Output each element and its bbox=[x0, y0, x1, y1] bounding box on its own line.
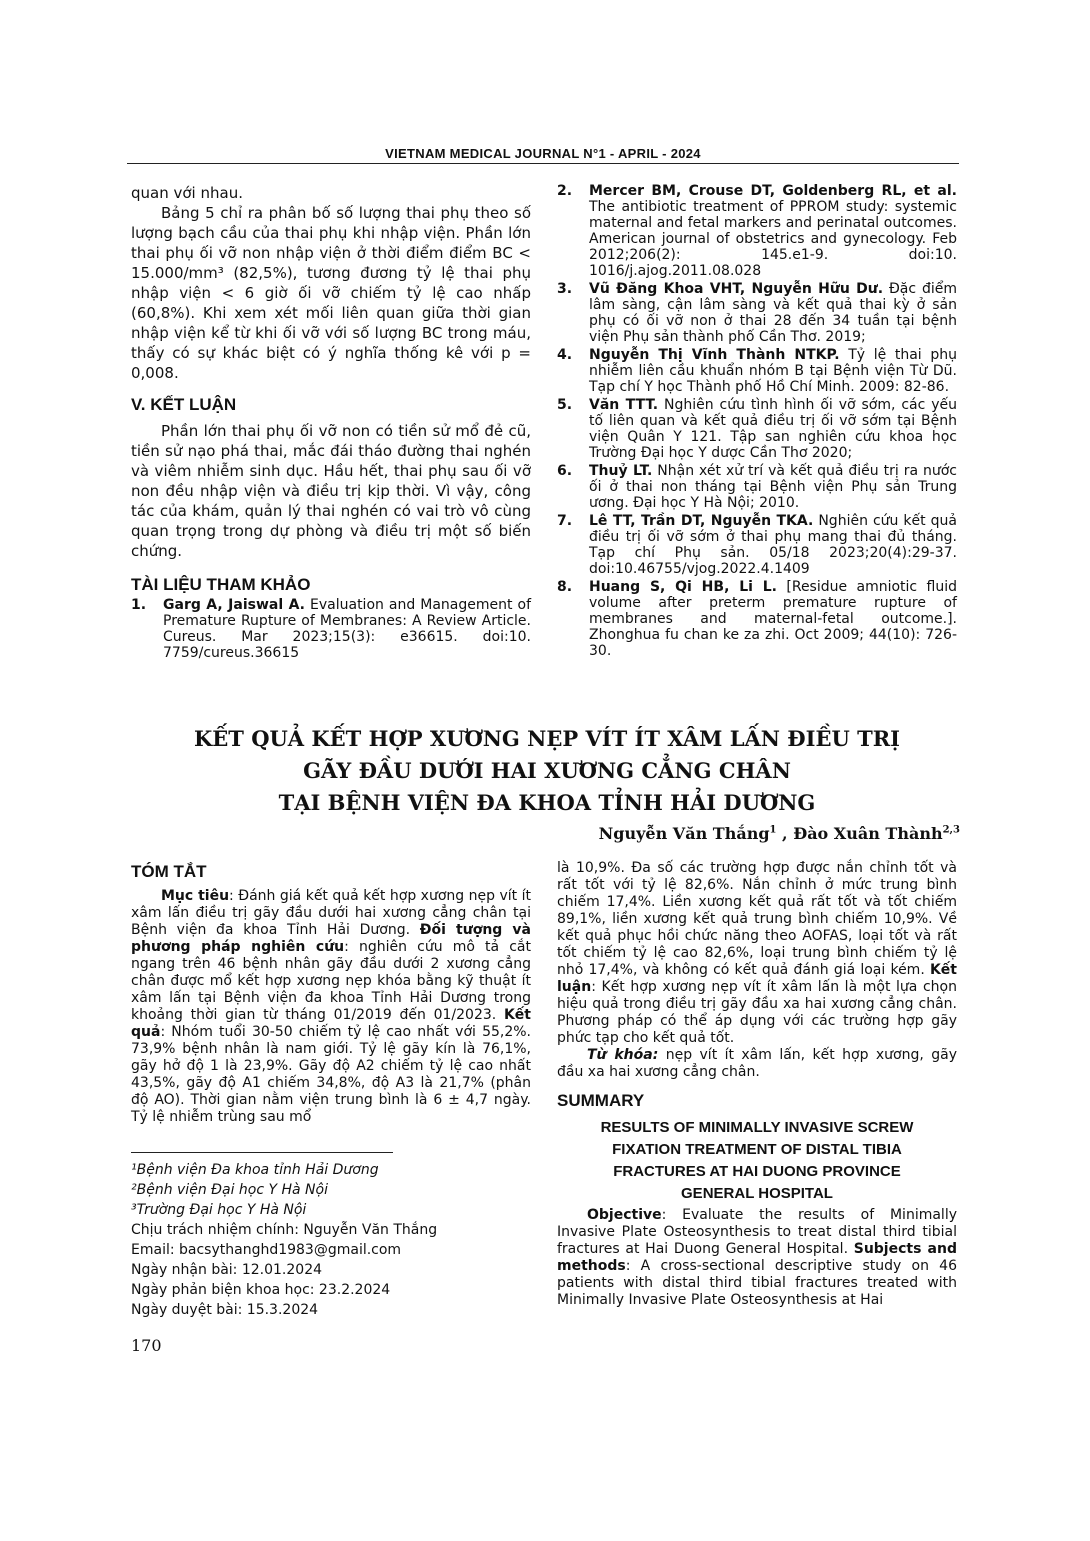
summary-heading: SUMMARY bbox=[557, 1091, 645, 1110]
summary-title bbox=[557, 1117, 957, 1205]
reference-number: 3. bbox=[557, 281, 573, 297]
author-line bbox=[480, 824, 960, 843]
reference-item bbox=[131, 597, 531, 661]
reference-text: Đặc điểm lâm sàng, cận lâm sàng và kết quả thai kỳ ở sản phụ có ối vỡ non ở thai 28 đến 34 tuần tại bệnh viện Phụ sản thành phố Cần Thơ. 2019; bbox=[589, 281, 957, 345]
abstract-left-column bbox=[131, 860, 531, 1126]
date-reviewed: Ngày phản biện khoa học: 23.2.2024 bbox=[131, 1282, 391, 1298]
summary-label: Objective bbox=[587, 1207, 662, 1223]
reference-number: 7. bbox=[557, 513, 573, 529]
footnotes bbox=[131, 1160, 531, 1320]
abstract-label: Mục tiêu bbox=[161, 888, 230, 904]
prev-article-left-column bbox=[131, 183, 531, 662]
author-affiliation-mark: 1 bbox=[769, 824, 777, 836]
summary-segment: : A cross-sectional descriptive study on 46 patients with distal third tibial fractures treated with Minimally Invasive Plate Osteosynthesis at Hai bbox=[557, 1258, 957, 1308]
author-separator: , bbox=[776, 824, 794, 843]
keywords bbox=[557, 1047, 957, 1081]
abstract-heading: TÓM TẮT bbox=[131, 862, 207, 881]
reference-text: Tỷ lệ thai phụ nhiễm liên cầu khuẩn nhóm B tại Bệnh viện Từ Dũ. Tạp chí Y học Thành phố Hồ Chí Minh. 2009: 82-86. bbox=[589, 347, 957, 395]
summary-title-line: FIXATION TREATMENT OF DISTAL TIBIA bbox=[612, 1141, 902, 1158]
reference-item bbox=[557, 513, 957, 577]
abstract-right-column bbox=[557, 860, 957, 1309]
reference-number: 1. bbox=[131, 597, 147, 613]
reference-item bbox=[557, 397, 957, 461]
title-line: GÃY ĐẦU DƯỚI HAI XƯƠNG CẲNG CHÂN bbox=[303, 758, 791, 783]
abstract-segment: là 10,9%. Đa số các trường hợp được nắn chỉnh tốt và rất tốt với tỷ lệ 82,6%. Nắn chỉnh ở mức trung bình chiếm 17,4%. Liền xương kết quả rất tốt và tốt chiếm 89,1%, liền xương kết quả trung bình chiếm 10,9%. Về kết quả phục hồi chức năng theo AOFAS, loại tốt và rất tốt chiếm tỷ lệ cao 82,6%, loại trung bình chiếm tỷ lệ nhỏ 17,4%, và không có kết quả đánh giá loại kém. bbox=[557, 860, 957, 978]
reference-authors: Garg A, Jaiswal A. bbox=[163, 597, 305, 613]
prev-article-right-column bbox=[557, 183, 957, 661]
reference-text: Nghiên cứu kết quả điều trị ối vỡ sớm ở thai phụ mang thai đủ tháng. Tạp chí Phụ sản. 05/18 2023;20(4):29-37. doi:10.46755/vjog.2022.4.1409 bbox=[589, 513, 957, 577]
date-received: Ngày nhận bài: 12.01.2024 bbox=[131, 1262, 323, 1278]
reference-authors: Nguyễn Thị Vĩnh Thành NTKP. bbox=[589, 347, 840, 363]
reference-number: 8. bbox=[557, 579, 573, 595]
abstract-segment: : nghiên cứu mô tả cắt ngang trên 46 bệnh nhân gãy đầu dưới 2 xương cẳng chân được mổ kết hợp xương nẹp khóa bằng kỹ thuật ít xâm lấn tại Bệnh viện đa khoa Tỉnh Hải Dương trong khoảng thời gian từ tháng 01/2019 đến 01/2023. bbox=[131, 939, 531, 1023]
abstract-continued bbox=[557, 860, 957, 1047]
date-accepted: Ngày duyệt bài: 15.3.2024 bbox=[131, 1302, 319, 1318]
reference-authors: Lê TT, Trần DT, Nguyễn TKA. bbox=[589, 513, 814, 529]
running-header: VIETNAM MEDICAL JOURNAL N°1 - APRIL - 2024 bbox=[385, 146, 701, 161]
conclusion-text: Phần lớn thai phụ ối vỡ non có tiền sử mổ đẻ cũ, tiền sử nạo phá thai, mắc đái tháo đường thai nghén và viêm nhiễm sinh dục. Hầu hết, thai phụ sau ối vỡ non đều nhập viện và điều trị kịp thời. Vì vậy, công tác của khám, quản lý thai nghén có vai trò vô cùng quan trọng trong dự phòng và điều trị một số biến chứng. bbox=[131, 422, 531, 560]
contact-email: Email: bacsythanghd1983@gmail.com bbox=[131, 1242, 402, 1258]
reference-text: Nghiên cứu tình hình ối vỡ sớm, các yếu tố liên quan và kết quả điều trị ối vỡ sớm tại Bệnh viện Quân Y 121. Tập san nghiên cứu khoa học Trường Đại học Y dược Cần Thơ 2020; bbox=[589, 397, 957, 461]
responsible-author: Chịu trách nhiệm chính: Nguyễn Văn Thắng bbox=[131, 1222, 438, 1238]
affiliation-1: ¹Bệnh viện Đa khoa tỉnh Hải Dương bbox=[131, 1162, 379, 1178]
abstract-label: Kết luận bbox=[557, 962, 957, 995]
summary-title-line: RESULTS OF MINIMALLY INVASIVE SCREW bbox=[600, 1119, 914, 1136]
reference-number: 6. bbox=[557, 463, 573, 479]
reference-item bbox=[557, 463, 957, 511]
reference-text: The antibiotic treatment of PPROM study: systemic maternal and fetal markers and perinatal outcomes. American journal of obstetrics and gynecology. Feb 2012;206(2): 145.e1-9. doi:10. 1016/j.ajog.2011.08.028 bbox=[589, 199, 957, 279]
conclusion-heading: V. KẾT LUẬN bbox=[131, 395, 237, 414]
reference-number: 2. bbox=[557, 183, 573, 199]
reference-authors: Huang S, Qi HB, Li L. bbox=[589, 579, 777, 595]
author-name: Nguyễn Văn Thắng bbox=[598, 824, 770, 843]
abstract-segment: : Nhóm tuổi 30-50 chiếm tỷ lệ cao nhất với 55,2%. 73,9% bệnh nhân là nam giới. Tỷ lệ gãy kín là 76,1%, gãy hở độ 1 là 23,9%. Gãy độ A2 chiếm tỷ lệ cao nhất 43,5%, gãy độ A1 chiếm 34,8%, độ A3 là 21,7% (phân độ AO). Thời gian nằm viện trung bình là 6 ± 4,7 ngày. Tỷ lệ nhiễm trùng sau mổ bbox=[131, 1024, 531, 1125]
abstract-label: Kết quả bbox=[131, 1007, 531, 1040]
reference-text: Evaluation and Management of Premature Rupture of Membranes: A Review Article. Cureus. Mar 2023;15(3): e36615. doi:10. 7759/cureus.36615 bbox=[163, 597, 532, 661]
abstract-label: Đối tượng và phương pháp nghiên cứu bbox=[131, 922, 532, 955]
author-affiliation-mark: 2,3 bbox=[942, 824, 960, 836]
abstract-segment: : Đánh giá kết quả kết hợp xương nẹp vít ít xâm lấn điều trị gãy đầu dưới hai xương cẳng chân tại Bệnh viện đa khoa Tỉnh Hải Dương. bbox=[131, 888, 531, 938]
prev-para-1: quan với nhau. bbox=[131, 184, 243, 202]
reference-number: 4. bbox=[557, 347, 573, 363]
author-name: Đào Xuân Thành bbox=[793, 824, 943, 843]
title-line: KẾT QUẢ KẾT HỢP XƯƠNG NẸP VÍT ÍT XÂM LẤN ĐIỀU TRỊ bbox=[194, 726, 900, 751]
affiliation-3: ³Trường Đại học Y Hà Nội bbox=[131, 1202, 307, 1218]
reference-item bbox=[557, 347, 957, 395]
summary-text bbox=[557, 1207, 957, 1309]
reference-text: [Residue amniotic fluid volume after preterm premature rupture of membranes and maternal-fetal outcome.]. Zhonghua fu chan ke za zhi. Oct 2009; 44(10): 726-30. bbox=[589, 579, 957, 659]
header-rule bbox=[127, 163, 959, 164]
reference-authors: Văn TTT. bbox=[589, 397, 659, 413]
page-number: 170 bbox=[131, 1336, 162, 1355]
affiliation-2: ²Bệnh viện Đại học Y Hà Nội bbox=[131, 1182, 328, 1198]
abstract-segment: : Kết hợp xương nẹp vít ít xâm lấn là một lựa chọn hiệu quả trong điều trị gãy đầu xa hai xương cẳng chân. Phương pháp có thể áp dụng với các trường hợp gãy phức tạp cho kết quả tốt. bbox=[557, 979, 957, 1046]
summary-title-line: FRACTURES AT HAI DUONG PROVINCE bbox=[613, 1163, 901, 1180]
keywords-label: Từ khóa: bbox=[587, 1047, 659, 1063]
summary-title-line: GENERAL HOSPITAL bbox=[681, 1185, 833, 1202]
reference-authors: Thuỷ LT. bbox=[589, 463, 653, 479]
reference-item bbox=[557, 281, 957, 345]
prev-para-2: Bảng 5 chỉ ra phân bố số lượng thai phụ theo số lượng bạch cầu của thai phụ khi nhập viện. Phần lớn thai phụ ối vỡ non nhập viện ở thời điểm điểm BC < 15.000/mm³ (82,5%), tương đương tỷ lệ thai phụ nhập viện < 6 giờ ối vỡ chiếm tỷ lệ cao nhấp (60,8%). Khi xem xét mối liên quan giữa thời gian nhập viện kể từ khi ối vỡ với số lượng BC trong máu, thấy có sự khác biệt có ý nghĩa thống kê với p = 0,008. bbox=[131, 204, 531, 382]
reference-text: Nhận xét xử trí và kết quả điều trị ra nước ối ở thai non tháng tại Bệnh viện Phụ sản Trung ương. Đại học Y Hà Nội; 2010. bbox=[589, 463, 957, 511]
title-line: TẠI BỆNH VIỆN ĐA KHOA TỈNH HẢI DƯƠNG bbox=[278, 790, 816, 815]
reference-authors: Vũ Đăng Khoa VHT, Nguyễn Hữu Dư. bbox=[589, 281, 884, 297]
keywords-text: nẹp vít ít xâm lấn, kết hợp xương, gãy đầu xa hai xương cẳng chân. bbox=[557, 1047, 957, 1080]
reference-authors: Mercer BM, Crouse DT, Goldenberg RL, et al. bbox=[589, 183, 957, 199]
reference-number: 5. bbox=[557, 397, 573, 413]
reference-item bbox=[557, 579, 957, 659]
summary-segment: : Evaluate the results of Minimally Invasive Plate Osteosynthesis to treat distal third tibial fractures at Hai Duong General Hospital. bbox=[557, 1207, 957, 1257]
references-heading: TÀI LIỆU THAM KHẢO bbox=[131, 575, 311, 594]
summary-label: Subjects and methods bbox=[557, 1241, 957, 1274]
reference-item bbox=[557, 183, 957, 279]
article-title bbox=[127, 723, 967, 819]
abstract-text bbox=[131, 888, 531, 1126]
footnote-rule bbox=[131, 1152, 393, 1153]
